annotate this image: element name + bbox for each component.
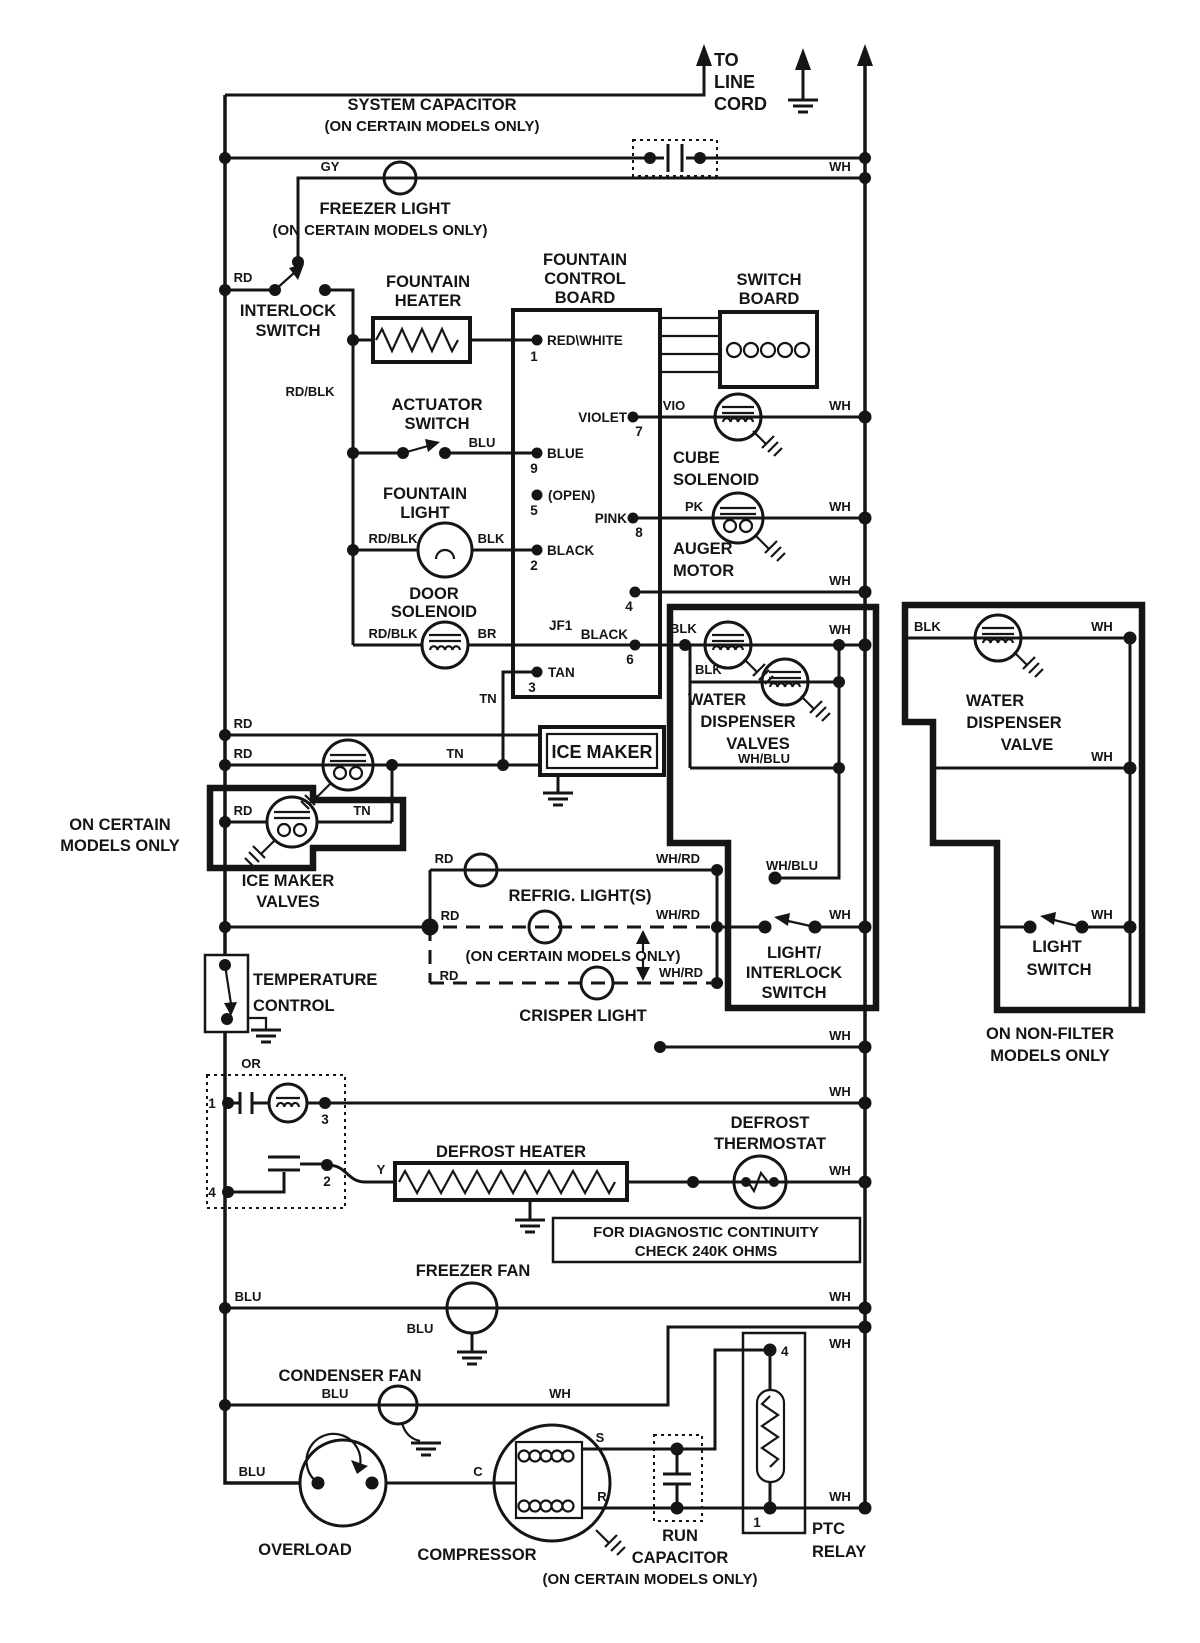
svg-text:HEATER: HEATER — [394, 292, 462, 310]
svg-text:WH: WH — [829, 398, 851, 413]
svg-text:RD/BLK: RD/BLK — [368, 531, 418, 546]
svg-text:CUBE: CUBE — [673, 449, 720, 467]
svg-text:REFRIG. LIGHT(S): REFRIG. LIGHT(S) — [508, 887, 652, 905]
svg-text:WH: WH — [829, 622, 851, 637]
svg-text:BR: BR — [477, 626, 497, 641]
svg-text:MODELS ONLY: MODELS ONLY — [60, 837, 180, 855]
svg-text:DOOR: DOOR — [409, 585, 459, 603]
svg-text:LIGHT: LIGHT — [1032, 938, 1082, 956]
non-filter-panel — [905, 605, 1142, 1065]
svg-text:1: 1 — [753, 1515, 761, 1530]
system-capacitor — [219, 96, 871, 176]
svg-text:VALVES: VALVES — [256, 893, 320, 911]
ground-icon — [543, 793, 573, 805]
ptc-relay — [743, 1333, 872, 1561]
svg-text:DEFROST: DEFROST — [730, 1114, 810, 1132]
chassis-ground-icon — [801, 696, 830, 721]
svg-text:BLU: BLU — [238, 1464, 266, 1479]
svg-text:WH: WH — [829, 1028, 851, 1043]
svg-text:WH: WH — [829, 1336, 851, 1351]
svg-text:DISPENSER: DISPENSER — [700, 713, 796, 731]
svg-text:VIOLET: VIOLET — [578, 410, 627, 425]
svg-text:BLK: BLK — [670, 621, 697, 636]
chassis-ground-icon — [596, 1530, 625, 1555]
svg-text:RUN: RUN — [662, 1527, 698, 1545]
svg-text:WATER: WATER — [687, 691, 747, 709]
light-interlock-switch — [717, 907, 872, 1002]
svg-text:RD: RD — [439, 968, 459, 983]
overload — [239, 1434, 516, 1559]
svg-text:SWITCH: SWITCH — [255, 322, 321, 340]
svg-text:TN: TN — [479, 691, 497, 706]
svg-text:6: 6 — [626, 652, 634, 667]
svg-text:CHECK 240K OHMS: CHECK 240K OHMS — [634, 1243, 778, 1260]
svg-text:SWITCH: SWITCH — [761, 984, 827, 1002]
wh-tie-line — [654, 1028, 872, 1054]
svg-text:WH: WH — [829, 499, 851, 514]
svg-text:FREEZER LIGHT: FREEZER LIGHT — [319, 200, 451, 218]
line-cord — [714, 48, 818, 114]
svg-text:SWITCH: SWITCH — [404, 415, 470, 433]
svg-text:CONTROL: CONTROL — [253, 997, 335, 1015]
interlock-switch — [219, 256, 353, 645]
svg-text:5: 5 — [530, 503, 538, 518]
svg-text:WH: WH — [829, 159, 851, 174]
svg-text:VALVE: VALVE — [1000, 736, 1054, 754]
svg-text:BOARD: BOARD — [738, 290, 800, 308]
board-pin4-row — [635, 573, 872, 599]
svg-text:BLACK: BLACK — [580, 627, 628, 642]
ground-arrow-icon — [795, 48, 811, 70]
svg-text:ON NON-FILTER: ON NON-FILTER — [985, 1025, 1115, 1043]
freezer-light — [272, 159, 871, 262]
svg-text:SYSTEM CAPACITOR: SYSTEM CAPACITOR — [347, 96, 517, 114]
svg-text:MODELS ONLY: MODELS ONLY — [990, 1047, 1110, 1065]
svg-text:RD: RD — [434, 851, 454, 866]
svg-text:SOLENOID: SOLENOID — [390, 603, 478, 621]
actuator-switch — [347, 396, 537, 459]
bus-arrow-icon — [857, 44, 873, 66]
svg-text:SWITCH: SWITCH — [1026, 961, 1092, 979]
svg-text:GY: GY — [320, 159, 340, 174]
svg-text:WH: WH — [1091, 619, 1113, 634]
svg-text:9: 9 — [530, 461, 538, 476]
svg-text:CAPACITOR: CAPACITOR — [631, 1549, 729, 1567]
chassis-ground-icon — [756, 536, 785, 561]
svg-text:WH: WH — [829, 907, 851, 922]
svg-text:INTERLOCK: INTERLOCK — [745, 964, 843, 982]
svg-text:TEMPERATURE: TEMPERATURE — [253, 971, 378, 989]
svg-text:FOUNTAIN: FOUNTAIN — [542, 251, 628, 269]
svg-text:(OPEN): (OPEN) — [548, 488, 596, 503]
svg-text:CONTROL: CONTROL — [544, 270, 626, 288]
svg-text:R: R — [597, 1489, 607, 1504]
svg-text:WH: WH — [1091, 749, 1113, 764]
svg-text:BLU: BLU — [406, 1321, 434, 1336]
svg-text:RD: RD — [440, 908, 460, 923]
svg-text:JF1: JF1 — [549, 618, 573, 633]
svg-text:PINK: PINK — [594, 511, 627, 526]
svg-text:4: 4 — [208, 1185, 216, 1200]
ground-icon — [515, 1220, 545, 1232]
svg-text:VALVES: VALVES — [726, 735, 790, 753]
auger-motor — [633, 493, 872, 580]
ground-icon — [788, 100, 818, 112]
svg-text:SOLENOID: SOLENOID — [673, 471, 760, 489]
line-cord-arrow-icon — [696, 44, 712, 66]
svg-text:BLU: BLU — [468, 435, 496, 450]
svg-text:OR: OR — [241, 1056, 261, 1071]
svg-text:WH/BLU: WH/BLU — [766, 858, 818, 873]
svg-text:RD: RD — [233, 716, 253, 731]
svg-text:CONDENSER FAN: CONDENSER FAN — [278, 1367, 422, 1385]
svg-text:RD/BLK: RD/BLK — [368, 626, 418, 641]
svg-text:THERMOSTAT: THERMOSTAT — [713, 1135, 827, 1153]
svg-text:7: 7 — [635, 424, 643, 439]
ground-icon — [251, 1030, 281, 1042]
temperature-control — [205, 955, 377, 1042]
svg-text:2: 2 — [323, 1174, 331, 1189]
svg-text:2: 2 — [530, 558, 538, 573]
svg-text:DEFROST HEATER: DEFROST HEATER — [435, 1143, 587, 1161]
svg-text:WH/RD: WH/RD — [655, 851, 701, 866]
cube-solenoid — [633, 394, 872, 489]
ground-icon — [411, 1443, 441, 1455]
svg-text:BOARD: BOARD — [554, 289, 616, 307]
svg-text:FOUNTAIN: FOUNTAIN — [385, 273, 471, 291]
run-capacitor — [542, 1435, 757, 1588]
svg-text:FREEZER FAN: FREEZER FAN — [415, 1262, 531, 1280]
svg-text:ICE MAKER: ICE MAKER — [551, 742, 653, 762]
fountain-heater — [347, 273, 537, 362]
fountain-control-board — [513, 251, 660, 697]
svg-text:AUGER: AUGER — [673, 540, 733, 558]
chassis-ground-icon — [753, 431, 782, 456]
svg-text:INTERLOCK: INTERLOCK — [239, 302, 337, 320]
svg-text:WH/BLU: WH/BLU — [738, 751, 790, 766]
svg-text:S: S — [595, 1430, 605, 1445]
svg-text:(ON CERTAIN MODELS ONLY): (ON CERTAIN MODELS ONLY) — [324, 118, 540, 135]
svg-text:C: C — [473, 1464, 483, 1479]
chassis-ground-icon — [1014, 652, 1043, 677]
svg-text:BLACK: BLACK — [547, 543, 595, 558]
svg-text:WH/RD: WH/RD — [658, 965, 704, 980]
fountain-light-bulb-icon — [418, 523, 472, 577]
defrost-thermostat — [714, 1114, 872, 1208]
svg-text:LINE: LINE — [714, 72, 756, 92]
ice-maker-valve-coil-icon — [267, 797, 317, 847]
svg-text:RD/BLK: RD/BLK — [285, 384, 335, 399]
svg-text:RD: RD — [233, 270, 253, 285]
svg-text:BLU: BLU — [234, 1289, 262, 1304]
svg-text:TAN: TAN — [548, 665, 575, 680]
fountain-light — [347, 485, 537, 577]
svg-text:LIGHT/: LIGHT/ — [766, 944, 822, 962]
svg-text:Y: Y — [376, 1162, 386, 1177]
svg-text:RD: RD — [233, 746, 253, 761]
svg-text:WH: WH — [829, 1289, 851, 1304]
svg-text:1: 1 — [530, 349, 538, 364]
svg-text:4: 4 — [781, 1344, 789, 1359]
svg-text:ON CERTAIN: ON CERTAIN — [69, 816, 171, 834]
svg-text:BLUE: BLUE — [547, 446, 584, 461]
svg-text:CRISPER LIGHT: CRISPER LIGHT — [519, 1007, 647, 1025]
svg-text:3: 3 — [321, 1112, 329, 1127]
svg-text:RD: RD — [233, 803, 253, 818]
svg-text:FOR DIAGNOSTIC CONTINUITY: FOR DIAGNOSTIC CONTINUITY — [593, 1224, 819, 1241]
svg-text:WH: WH — [829, 1163, 851, 1178]
svg-text:1: 1 — [208, 1096, 216, 1111]
svg-text:RELAY: RELAY — [812, 1543, 867, 1561]
timer-motor-icon — [269, 1084, 307, 1122]
svg-text:TN: TN — [353, 803, 371, 818]
diagnostic-note — [553, 1218, 860, 1262]
svg-text:(ON CERTAIN MODELS ONLY): (ON CERTAIN MODELS ONLY) — [542, 1571, 758, 1588]
svg-text:MOTOR: MOTOR — [673, 562, 735, 580]
svg-text:LIGHT: LIGHT — [400, 504, 450, 522]
svg-text:SWITCH: SWITCH — [736, 271, 802, 289]
svg-text:WH: WH — [829, 1084, 851, 1099]
svg-text:COMPRESSOR: COMPRESSOR — [417, 1546, 537, 1564]
svg-text:ICE MAKER: ICE MAKER — [241, 872, 335, 890]
svg-text:BLK: BLK — [914, 619, 941, 634]
svg-text:WH: WH — [549, 1386, 571, 1401]
svg-text:4: 4 — [625, 599, 633, 614]
svg-text:TN: TN — [446, 746, 464, 761]
svg-text:ACTUATOR: ACTUATOR — [391, 396, 483, 414]
svg-text:DISPENSER: DISPENSER — [966, 714, 1062, 732]
ice-maker-valves — [60, 765, 403, 911]
svg-text:(ON CERTAIN MODELS ONLY): (ON CERTAIN MODELS ONLY) — [272, 222, 488, 239]
door-solenoid-coil-icon — [422, 622, 468, 668]
chassis-ground-icon — [245, 841, 274, 866]
svg-text:BLK: BLK — [477, 531, 505, 546]
svg-text:(ON CERTAIN MODELS ONLY): (ON CERTAIN MODELS ONLY) — [465, 948, 681, 965]
ground-icon — [457, 1352, 487, 1364]
svg-text:CORD: CORD — [714, 94, 767, 114]
svg-text:VIO: VIO — [662, 398, 686, 413]
svg-text:OVERLOAD: OVERLOAD — [258, 1541, 352, 1559]
svg-text:WH: WH — [829, 573, 851, 588]
svg-text:WH: WH — [829, 1489, 851, 1504]
svg-text:TO: TO — [714, 50, 739, 70]
chassis-ground-icon — [744, 659, 773, 684]
svg-text:WATER: WATER — [965, 692, 1025, 710]
switch-board — [660, 271, 817, 387]
svg-text:8: 8 — [635, 525, 643, 540]
svg-text:BLU: BLU — [321, 1386, 349, 1401]
svg-text:BLK: BLK — [695, 662, 722, 677]
svg-text:WH: WH — [1091, 907, 1113, 922]
svg-text:PK: PK — [684, 499, 704, 514]
svg-text:RED\WHITE: RED\WHITE — [547, 333, 623, 348]
svg-text:PTC: PTC — [812, 1520, 845, 1538]
svg-text:WH/RD: WH/RD — [655, 907, 701, 922]
svg-text:3: 3 — [528, 680, 536, 695]
svg-text:FOUNTAIN: FOUNTAIN — [382, 485, 468, 503]
